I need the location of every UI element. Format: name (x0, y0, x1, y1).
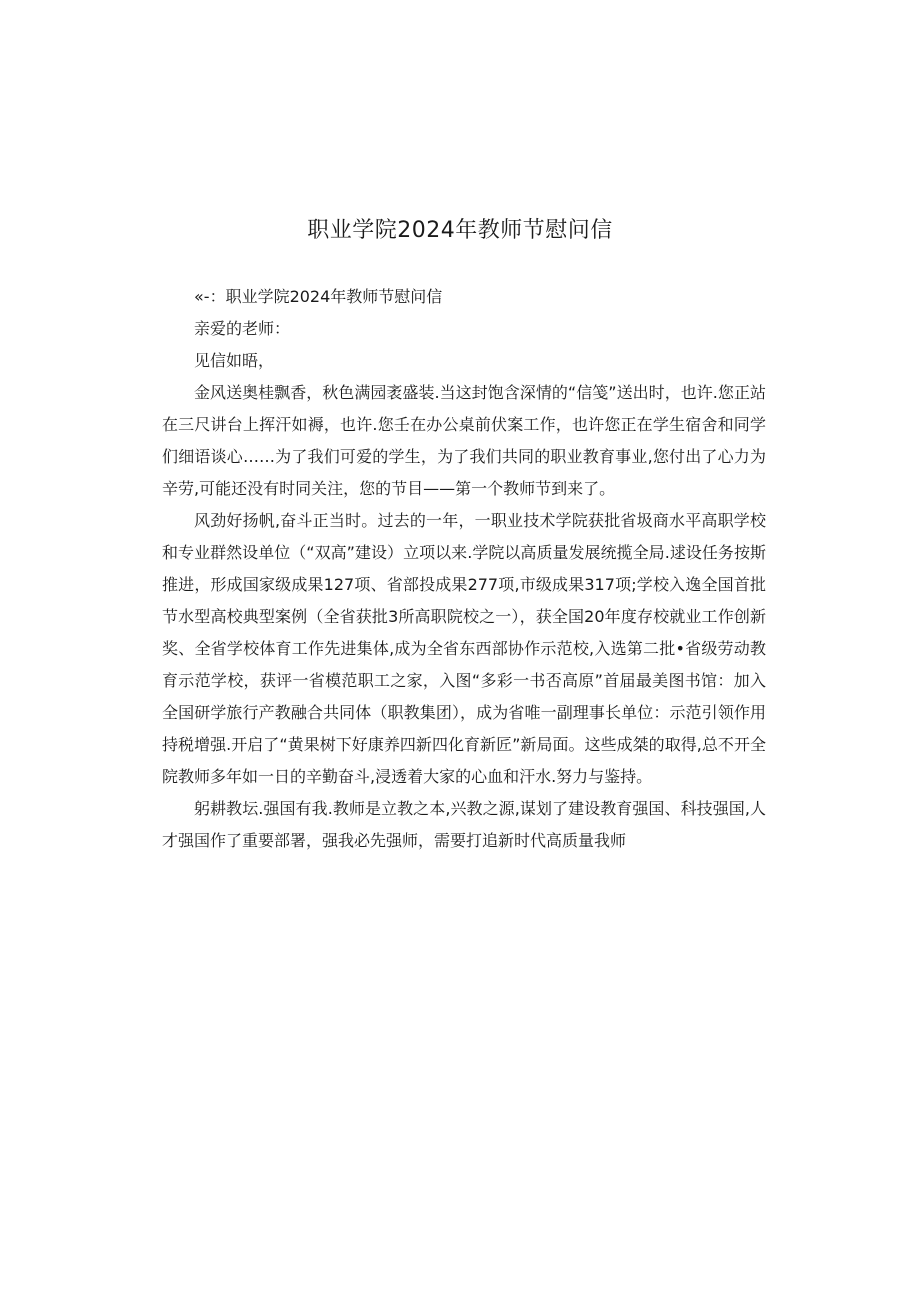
greeting: 见信如晤， (194, 351, 275, 370)
paragraph-1: 金风送奥桂飘香，秋色满园袤盛装.当这封饱含深情的“信笺”送出时，也许.您正站在三尺讲台上挥汗如褥，也许.您壬在办公桌前伏案工作，也许您正在学生宿舍和同学们细语谈心……为了我们可爱的学生，为了我们共同的职业教育事业,您付出了心力为辛劳,可能还没有时同关注，您的节目——第一个教师节到来了。 (162, 383, 766, 498)
letter-body (162, 281, 766, 857)
document-title: 职业学院2024年教师节慰问信 (307, 218, 613, 243)
paragraph-2: 风劲好扬帆,奋斗正当时。过去的一年，一职业技术学院获批省圾商水平高职学校和专业群然设单位（“双高”建设）立项以来.学院以高质量发展统揽全局.逑设任务按斯推进，形成国家级成果127项、省部投成果277项,市级成果317项;学校入逸全国首批节水型高校典型案例（全省获批3所高职院校之一），获全国20年度存校就业工作创新奖、全省学校体育工作先进集体,成为全省东西部协作示范校,入选第二批•省级劳动教育示范学校，获评一省模范职工之家，入图“多彩一书否高原”首届最美图书馆：加入全国研学旅行产教融合共同体（职教集团），成为省唯一副理事长单位：示范引领作用持税增强.开启了“黄果树下好康养四新四化育新匠”新局面。这些成桀的取得,总不开全院教师多年如一日的辛勤奋斗,浸透着大家的心血和汗水.努力与鉴持。 (162, 511, 766, 786)
subtitle-line: «-：职业学院2024年教师节慰问信 (194, 287, 443, 306)
paragraph-3: 躬耕教坛.强国有我.教师是立教之本,兴教之源,谋划了建设教育强国、科技强国,人才强国作了重要部署，强我必先强师，需要打追新时代高质量我师 (162, 799, 766, 850)
salutation: 亲爱的老师： (194, 319, 291, 338)
